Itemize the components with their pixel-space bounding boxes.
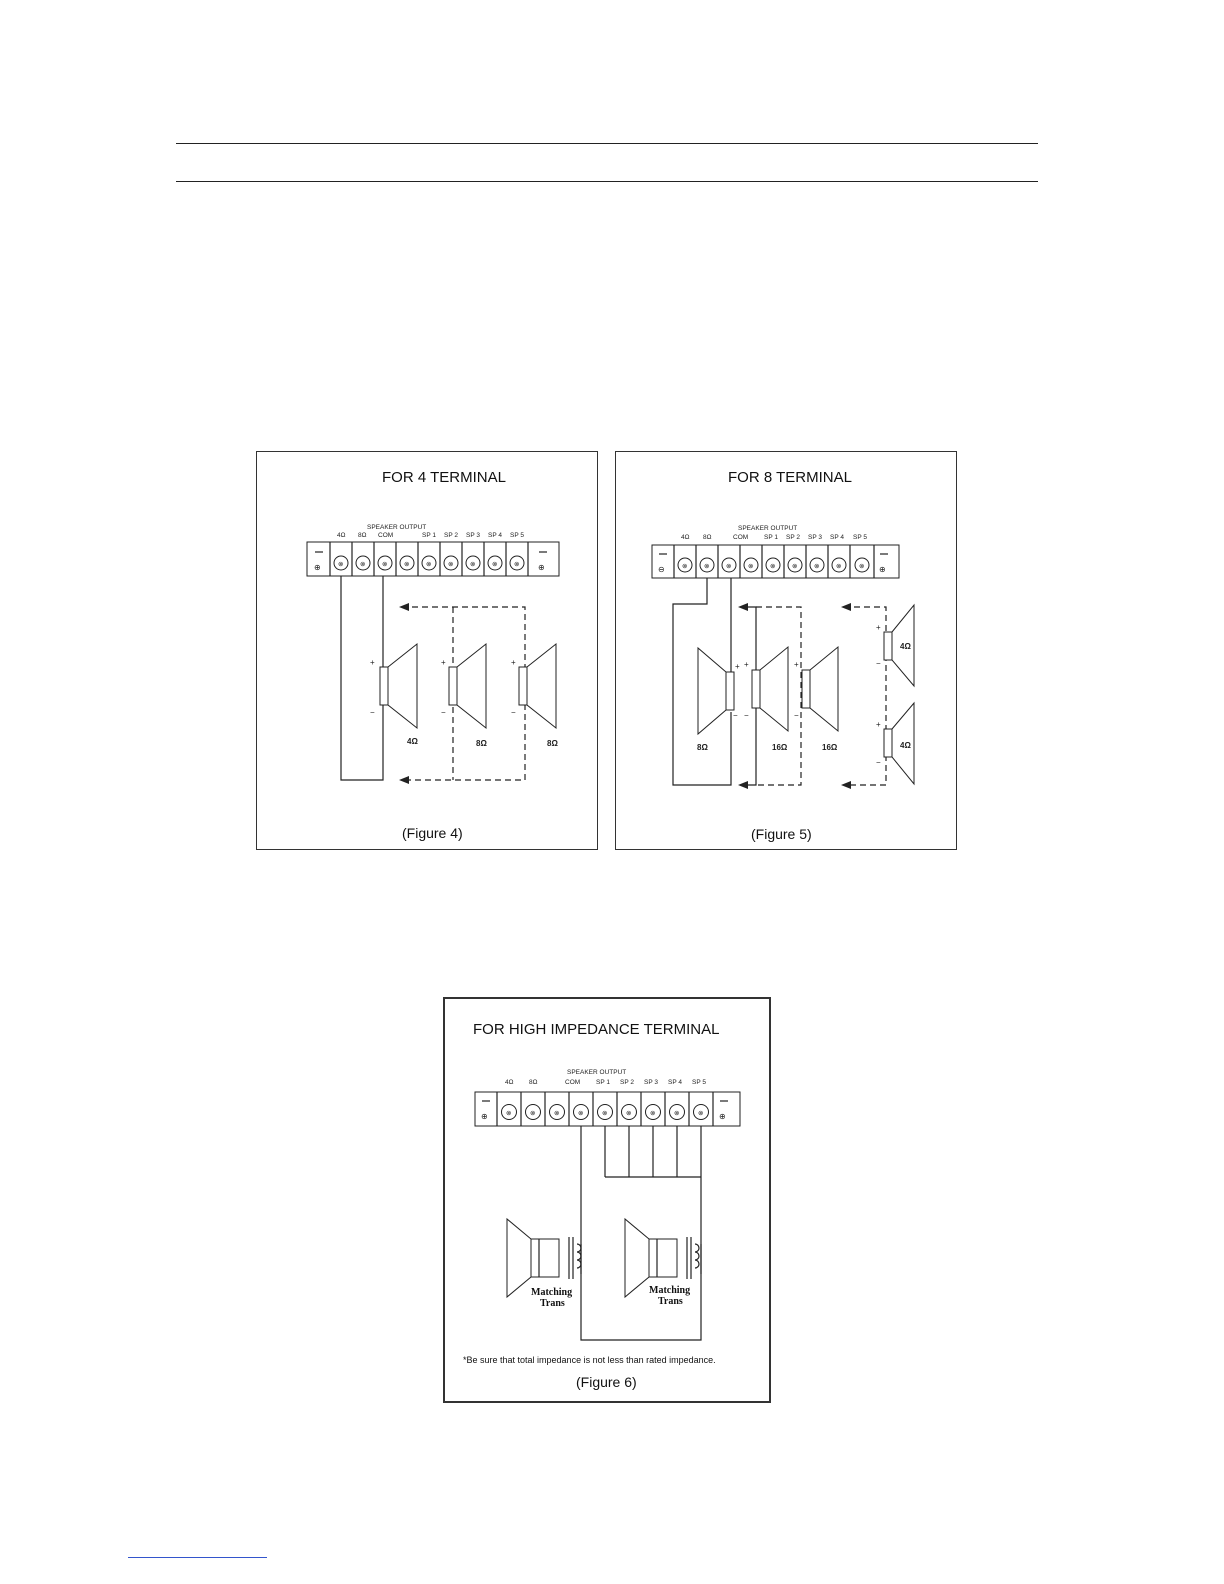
terminal-label: 8Ω (703, 534, 712, 541)
footer-underline (128, 1557, 267, 1558)
svg-text:⊗: ⊗ (748, 563, 754, 570)
svg-text:⊗: ⊗ (698, 1110, 704, 1117)
svg-text:−: − (794, 711, 799, 720)
terminal-label: SP 5 (510, 532, 524, 539)
svg-text:⊗: ⊗ (360, 561, 366, 568)
svg-text:+: + (441, 658, 446, 667)
speaker-output-header: SPEAKER OUTPUT (367, 524, 427, 531)
horn-speaker-icon (507, 1219, 581, 1297)
figure-5-diagram (616, 452, 958, 851)
terminal-label: SP 1 (764, 534, 778, 541)
matching-trans-label: Matching (531, 1287, 573, 1298)
svg-text:⊗: ⊗ (426, 561, 432, 568)
svg-text:⊗: ⊗ (506, 1110, 512, 1117)
svg-text:−: − (876, 758, 881, 767)
svg-text:⊕: ⊕ (481, 1112, 488, 1121)
terminal-label: SP 3 (808, 534, 822, 541)
svg-text:⊗: ⊗ (338, 561, 344, 568)
svg-text:⊗: ⊗ (448, 561, 454, 568)
svg-text:⊗: ⊗ (470, 561, 476, 568)
svg-text:⊖: ⊖ (658, 565, 665, 574)
terminal-label: SP 2 (444, 532, 458, 539)
terminal-label: SP 4 (830, 534, 844, 541)
terminal-strip (475, 1092, 740, 1126)
svg-text:⊕: ⊕ (314, 563, 321, 572)
terminal-label: SP 4 (488, 532, 502, 539)
speaker-impedance-label: 4Ω (407, 737, 418, 746)
terminal-label: COM (565, 1079, 581, 1086)
figure-6-caption: (Figure 6) (576, 1374, 637, 1390)
terminal-label: SP 2 (786, 534, 800, 541)
speaker-impedance-label: 4Ω (900, 642, 911, 651)
svg-text:⊗: ⊗ (704, 563, 710, 570)
terminal-label: 8Ω (529, 1079, 538, 1086)
svg-text:⊗: ⊗ (836, 563, 842, 570)
terminal-label: COM (733, 534, 749, 541)
terminal-label: SP 1 (596, 1079, 610, 1086)
svg-text:⊗: ⊗ (770, 563, 776, 570)
svg-text:−: − (511, 708, 516, 717)
speaker-impedance-label: 8Ω (697, 743, 708, 752)
svg-text:⊗: ⊗ (859, 563, 865, 570)
svg-text:+: + (511, 658, 516, 667)
speaker-icon (511, 644, 556, 728)
speaker-icon (698, 648, 740, 734)
figure-5-title: FOR 8 TERMINAL (728, 469, 852, 486)
second-rule (176, 181, 1038, 182)
svg-text:⊗: ⊗ (382, 561, 388, 568)
svg-text:⊗: ⊗ (726, 563, 732, 570)
speaker-icon (794, 647, 838, 731)
terminal-labels (337, 532, 524, 539)
terminal-label: 4Ω (681, 534, 690, 541)
svg-text:⊗: ⊗ (682, 563, 688, 570)
svg-text:+: + (744, 660, 749, 669)
speaker-impedance-label: 16Ω (772, 743, 788, 752)
terminal-label: COM (378, 532, 394, 539)
terminal-label: SP 2 (620, 1079, 634, 1086)
speaker-impedance-label: 8Ω (547, 739, 558, 748)
svg-text:⊗: ⊗ (492, 561, 498, 568)
svg-text:⊗: ⊗ (792, 563, 798, 570)
svg-text:⊕: ⊕ (538, 563, 545, 572)
svg-text:−: − (370, 708, 375, 717)
svg-text:⊗: ⊗ (626, 1110, 632, 1117)
figure-6-diagram (445, 999, 769, 1401)
svg-text:−: − (876, 659, 881, 668)
terminal-label: SP 4 (668, 1079, 682, 1086)
figure-4-diagram (257, 452, 599, 851)
svg-text:+: + (794, 660, 799, 669)
top-rule (176, 143, 1038, 144)
terminal-strip (652, 545, 899, 578)
speaker-icon (370, 644, 417, 728)
svg-text:⊗: ⊗ (814, 563, 820, 570)
svg-text:⊗: ⊗ (650, 1110, 656, 1117)
figure-4-panel (256, 451, 598, 850)
terminal-label: SP 5 (853, 534, 867, 541)
terminal-labels (681, 534, 867, 541)
svg-text:⊗: ⊗ (674, 1110, 680, 1117)
svg-text:⊗: ⊗ (530, 1110, 536, 1117)
svg-text:⊕: ⊕ (879, 565, 886, 574)
speaker-icon (441, 644, 486, 728)
terminal-label: SP 1 (422, 532, 436, 539)
figure-5-panel (615, 451, 957, 850)
terminal-labels (505, 1079, 706, 1086)
matching-trans-label: Trans (658, 1296, 683, 1307)
svg-text:−: − (441, 708, 446, 717)
figure-5-caption: (Figure 5) (751, 826, 812, 842)
speaker-impedance-label: 4Ω (900, 741, 911, 750)
svg-text:−: − (744, 711, 749, 720)
terminal-label: SP 3 (466, 532, 480, 539)
terminal-label: 4Ω (505, 1079, 514, 1086)
figure-4-caption: (Figure 4) (402, 825, 463, 841)
terminal-label: SP 3 (644, 1079, 658, 1086)
svg-text:⊗: ⊗ (554, 1110, 560, 1117)
svg-text:⊗: ⊗ (404, 561, 410, 568)
svg-text:⊗: ⊗ (514, 561, 520, 568)
speaker-output-header: SPEAKER OUTPUT (738, 525, 798, 532)
matching-trans-label: Matching (649, 1285, 691, 1296)
figure-6-title: FOR HIGH IMPEDANCE TERMINAL (473, 1021, 720, 1038)
speaker-output-header: SPEAKER OUTPUT (567, 1069, 627, 1076)
svg-text:+: + (370, 658, 375, 667)
impedance-note: *Be sure that total impedance is not less than rated impedance. (463, 1355, 716, 1365)
speaker-impedance-label: 8Ω (476, 739, 487, 748)
svg-text:⊗: ⊗ (578, 1110, 584, 1117)
figure-4-title: FOR 4 TERMINAL (382, 469, 506, 486)
terminal-label: SP 5 (692, 1079, 706, 1086)
svg-text:+: + (876, 623, 881, 632)
svg-text:⊗: ⊗ (602, 1110, 608, 1117)
svg-text:−: − (733, 711, 738, 720)
speaker-icon (744, 647, 788, 731)
wiring (341, 576, 525, 784)
speaker-impedance-label: 16Ω (822, 743, 838, 752)
terminal-strip (307, 542, 559, 576)
svg-text:⊕: ⊕ (719, 1112, 726, 1121)
svg-text:+: + (876, 720, 881, 729)
figure-6-panel (443, 997, 771, 1403)
terminal-label: 8Ω (358, 532, 367, 539)
terminal-label: 4Ω (337, 532, 346, 539)
svg-text:+: + (735, 662, 740, 671)
matching-trans-label: Trans (540, 1298, 565, 1309)
